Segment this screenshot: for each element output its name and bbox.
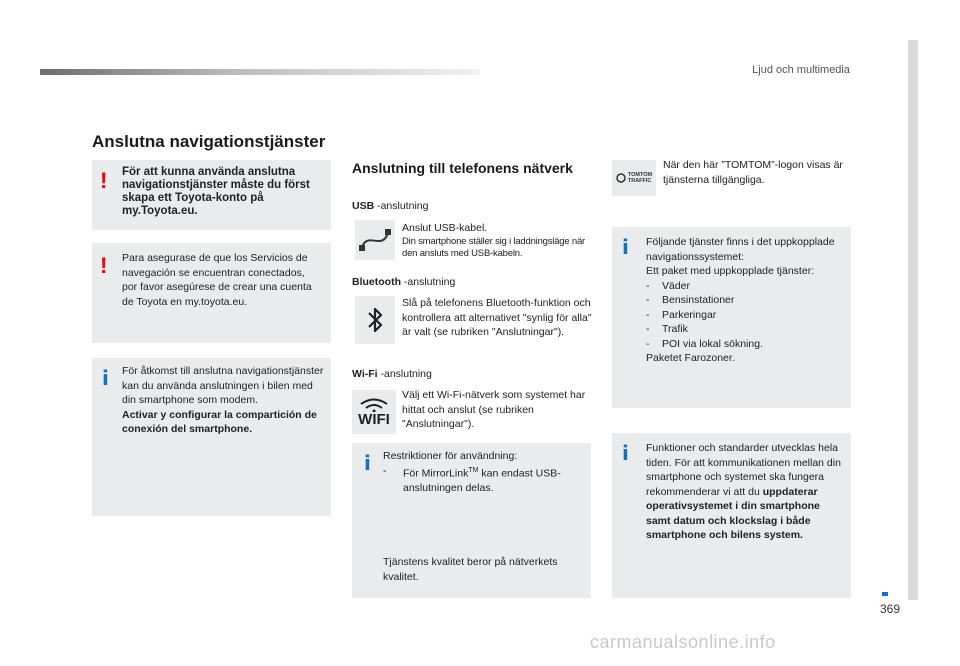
- info-icon: i: [364, 451, 371, 475]
- services-item: - Trafik: [646, 322, 844, 337]
- tomtom-description: När den här ”TOMTOM”-logon visas är tjänsterna tillgängliga.: [663, 159, 843, 186]
- usb-description: [402, 221, 592, 261]
- bluetooth-label: Bluetooth: [352, 276, 401, 288]
- wifi-description: Välj ett Wi-Fi-nätverk som systemet har hittat och anslut (se rubriken "Anslutningar").: [402, 389, 586, 430]
- warning-box-account-es: [92, 243, 331, 343]
- services-item: - Väder: [646, 279, 844, 294]
- info-text-bold: Activar y configurar la compartición de conexión del smartphone.: [122, 408, 317, 435]
- network-section-title: Anslutning till telefonens nätverk: [352, 160, 573, 176]
- tomtom-logo-line1: TOMTOM: [627, 172, 653, 178]
- trademark: TM: [468, 466, 479, 474]
- page-number: 369: [880, 602, 901, 616]
- wifi-icon-text: WIFI: [358, 410, 390, 428]
- restrictions-text: [383, 449, 583, 495]
- bluetooth-heading: [352, 276, 455, 288]
- warning-icon: !: [100, 168, 108, 193]
- info-text-body: För åtkomst till anslutna navigationstjänster kan du använda anslutningen i bilen med din smartphone som modem.: [122, 365, 324, 406]
- bluetooth-suffix: -anslutning: [401, 276, 456, 288]
- page-title: Anslutna navigationstjänster: [92, 132, 326, 151]
- wifi-label: Wi-Fi: [352, 368, 378, 380]
- restrictions-item: - För MirrorLink™ kan endast USB-anslutningen delas.: [383, 464, 561, 494]
- usb-line2: Din smartphone ställer sig i laddningsläge när den ansluts med USB-kabeln.: [402, 235, 586, 259]
- bluetooth-icon: [355, 296, 395, 344]
- services-item: - Parkeringar: [646, 308, 844, 323]
- info-box-services: [612, 227, 851, 408]
- page-marker: [882, 592, 888, 596]
- services-package: Ett paket med uppkopplade tjänster:: [646, 265, 815, 277]
- updates-text: [646, 441, 844, 543]
- services-text: [646, 235, 844, 366]
- usb-label: USB: [352, 200, 375, 212]
- warning-icon: !: [100, 253, 108, 278]
- info-icon: i: [622, 235, 629, 259]
- info-box-updates: [612, 433, 851, 598]
- usb-cable-icon: [355, 220, 395, 260]
- services-item: - Bensinstationer: [646, 293, 844, 308]
- updates-bold: uppdaterar operativsystemet i din smartphone samt datum och klockslag i både smartphone och bilens system.: [646, 485, 820, 541]
- services-intro: Följande tjänster finns i det uppkopplade navigationssystemet:: [646, 236, 835, 263]
- header-gradient-bar: [40, 69, 480, 75]
- quality-note: Tjänstens kvalitet beror på nätverkets kvalitet.: [383, 556, 558, 583]
- usb-suffix: -anslutning: [374, 200, 429, 212]
- restrictions-item-text: För MirrorLink: [403, 467, 469, 479]
- watermark: carmanualsonline.info: [590, 632, 776, 652]
- tomtom-traffic-logo: [612, 160, 656, 196]
- wifi-heading: [352, 368, 432, 380]
- info-box-restrictions: [352, 443, 591, 598]
- services-list: [646, 279, 844, 352]
- tomtom-logo-line2: TRAFFIC: [627, 178, 652, 184]
- wifi-suffix: -anslutning: [377, 368, 432, 380]
- services-footer: Paketet Farozoner.: [646, 352, 735, 364]
- section-title: Ljud och multimedia: [752, 64, 850, 76]
- restrictions-intro: Restriktioner för användning:: [383, 450, 518, 462]
- warning-box-account: [92, 160, 331, 230]
- wifi-icon: [352, 390, 396, 434]
- updates-body: Funktioner och standarder utvecklas hela tiden. För att kommunikationen mellan din smartphone och systemet ska fungera rekommenderar vi att du: [646, 442, 841, 498]
- page-margin-strip: [908, 40, 918, 600]
- info-icon: i: [102, 366, 109, 390]
- info-text: [122, 364, 326, 437]
- services-item: - POI via lokal sökning.: [646, 337, 844, 352]
- restrictions-item-rest: kan endast USB-anslutningen delas.: [403, 467, 561, 494]
- bluetooth-description: Slå på telefonens Bluetooth-funktion och kontrollera att alternativet "synlig för alla" är valt (se rubriken "Anslutningar").: [402, 297, 592, 338]
- usb-line1: Anslut USB-kabel.: [402, 222, 488, 234]
- warning-text: För att kunna använda anslutna navigationstjänster måste du först skapa ett Toyota-konto på my.Toyota.eu.: [122, 166, 310, 217]
- warning-text: Para asegurase de que los Servicios de navegación se encuentran conectados, por favor asegúrese de crear una cuenta de Toyota en my.toyota.eu.: [122, 252, 312, 308]
- info-box-modem: [92, 358, 331, 516]
- info-icon: i: [622, 441, 629, 465]
- usb-heading: [352, 200, 428, 212]
